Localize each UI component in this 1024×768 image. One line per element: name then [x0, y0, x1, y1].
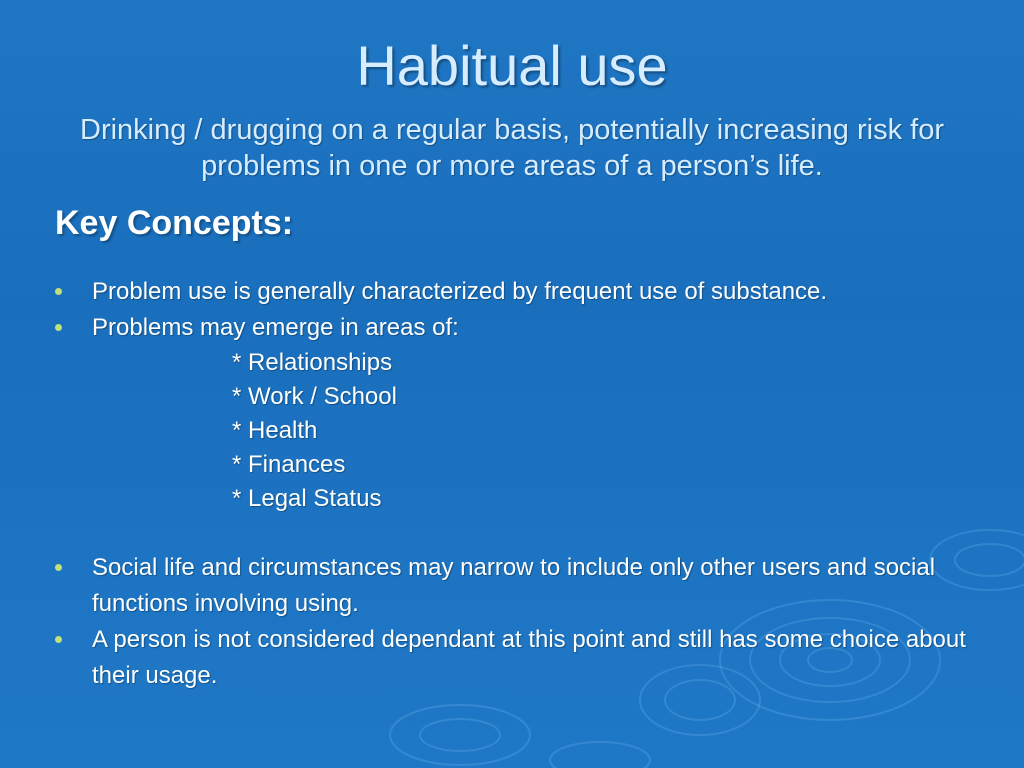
bullet-dot-icon — [55, 324, 62, 331]
problem-area-item: * Health — [232, 417, 318, 444]
problem-area-item: * Relationships — [232, 349, 393, 376]
problem-area-item: * Legal Status — [232, 485, 382, 512]
problem-area-item: * Work / School — [232, 383, 397, 410]
problem-areas-list — [232, 346, 397, 516]
bullet-text: Social life and circumstances may narrow to include only other users and social functions involving using. — [92, 554, 936, 617]
bullet-text: A person is not considered dependant at this point and still has some choice about their usage. — [92, 626, 966, 689]
bullet-item — [55, 310, 1015, 346]
bullet-text: Problem use is generally characterized by frequent use of substance. — [92, 278, 828, 305]
bullet-item — [55, 622, 1015, 694]
bullet-dot-icon — [55, 636, 62, 643]
bullet-item — [55, 274, 1015, 310]
key-concepts-heading: Key Concepts: — [55, 204, 294, 242]
bullet-text: Problems may emerge in areas of: — [92, 314, 459, 341]
bullet-dot-icon — [55, 564, 62, 571]
slide-title: Habitual use — [356, 34, 668, 97]
slide-subtitle: Drinking / drugging on a regular basis, potentially increasing risk for problems in one or more areas of a person’s life. — [80, 114, 944, 182]
bullet-dot-icon — [55, 288, 62, 295]
problem-area-item: * Finances — [232, 451, 346, 478]
bullet-item — [55, 550, 1015, 622]
